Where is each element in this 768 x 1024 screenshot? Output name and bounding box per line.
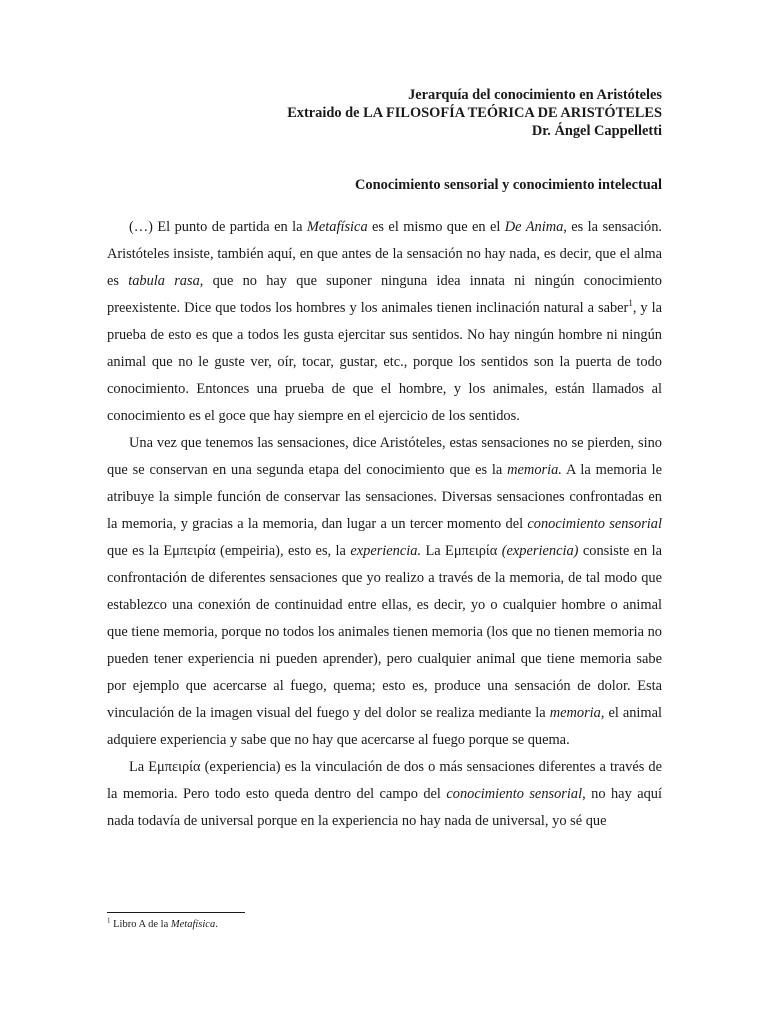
text-run: La Εμπειρία (experiencia) es la vinculación de dos o más sensaciones diferentes a través de la memoria. Pero todo esto queda dentro del campo del xyxy=(107,759,662,802)
footnote-text: Libro A de la xyxy=(110,919,171,930)
text-run: es el mismo que en el xyxy=(367,219,505,235)
footnote xyxy=(107,916,507,931)
text-run: (…) El punto de partida en la xyxy=(129,219,307,235)
text-run: A la memoria le atribuye la simple función de conservar las sensaciones. Diversas sensaciones confrontadas en la memoria, y gracias a la memoria, dan lugar a un tercer momento del xyxy=(107,462,662,532)
text-run: que es la Εμπειρία (empeiria), esto es, la xyxy=(107,543,351,559)
italic-run: (experiencia) xyxy=(501,543,579,559)
text-run: , es la sensación. Aristóteles insiste, también aquí, en que antes de la sensación no hay nada, es decir, que el alma es xyxy=(107,219,663,289)
italic-run: tabula rasa xyxy=(128,273,200,289)
text-run: , no hay aquí nada todavía de universal porque en la experiencia no hay nada de universal, yo sé que xyxy=(107,786,662,829)
text-run: consiste en la confrontación de diferentes sensaciones que yo realizo a través de la memoria, de tal modo que establezco una conexión de continuidad entre ellas, es decir, yo o cualquier hombre o animal que tiene memoria, porque no todos los animales tienen memoria (los que no tienen memoria no pueden tener experiencia ni pueden aprender), pero cualquier animal que tiene memoria sabe por ejemplo que acercarse al fuego, quema; esto es, produce una sensación de dolor. Esta vinculación de la imagen visual del fuego y del dolor se realiza mediante la xyxy=(107,543,662,721)
text-run: , que no hay que suponer ninguna idea innata ni ningún conocimiento preexistente. Dice que todos los hombres y los animales tienen inclinación natural a saber xyxy=(107,273,662,316)
text-run: Una vez que tenemos las sensaciones, dice Aristóteles, estas sensaciones no se pierden, sino que se conservan en una segunda etapa del conocimiento que es la xyxy=(107,435,662,478)
document-page xyxy=(107,86,662,835)
paragraph-1 xyxy=(107,214,662,430)
italic-run: Metafísica xyxy=(306,219,368,235)
section-title: Conocimiento sensorial y conocimiento intelectual xyxy=(355,177,662,193)
header-title: Jerarquía del conocimiento en Aristóteles xyxy=(408,87,662,103)
italic-run: memoria. xyxy=(507,462,562,478)
header-author: Dr. Ángel Cappelletti xyxy=(531,123,662,139)
italic-run: De Anima xyxy=(504,219,564,235)
document-header xyxy=(107,86,662,140)
italic-run: conocimiento sensorial xyxy=(527,516,662,532)
italic-run: experiencia. xyxy=(350,543,422,559)
text-run: , y la prueba de esto es que a todos les gusta ejercitar sus sentidos. No hay ningún hombre ni ningún animal que no le guste ver, oír, tocar, gustar, etc., porque los sentidos son la puerta de todo conocimiento. Entonces una prueba de que el hombre, y los animales, están llamados al conocimiento es el goce que hay siempre en el ejercicio de los sentidos. xyxy=(107,300,662,424)
italic-run: conocimiento sensorial xyxy=(446,786,583,802)
footnote-ref[interactable]: 1 xyxy=(628,298,633,309)
footnote-end: . xyxy=(215,919,218,930)
text-run: La Εμπειρία xyxy=(421,543,502,559)
body-text xyxy=(107,214,662,835)
text-run: , el animal adquiere experiencia y sabe que no hay que acercarse al fuego porque se quema. xyxy=(107,705,663,748)
paragraph-3 xyxy=(107,754,662,835)
header-source: Extraido de LA FILOSOFÍA TEÓRICA DE ARISTÓTELES xyxy=(287,105,662,121)
italic-run: memoria xyxy=(549,705,601,721)
paragraph-2 xyxy=(107,430,662,754)
footnote-separator xyxy=(107,912,245,913)
footnote-italic: Metafísica xyxy=(170,919,216,930)
footnote-number: 1 xyxy=(107,916,111,925)
